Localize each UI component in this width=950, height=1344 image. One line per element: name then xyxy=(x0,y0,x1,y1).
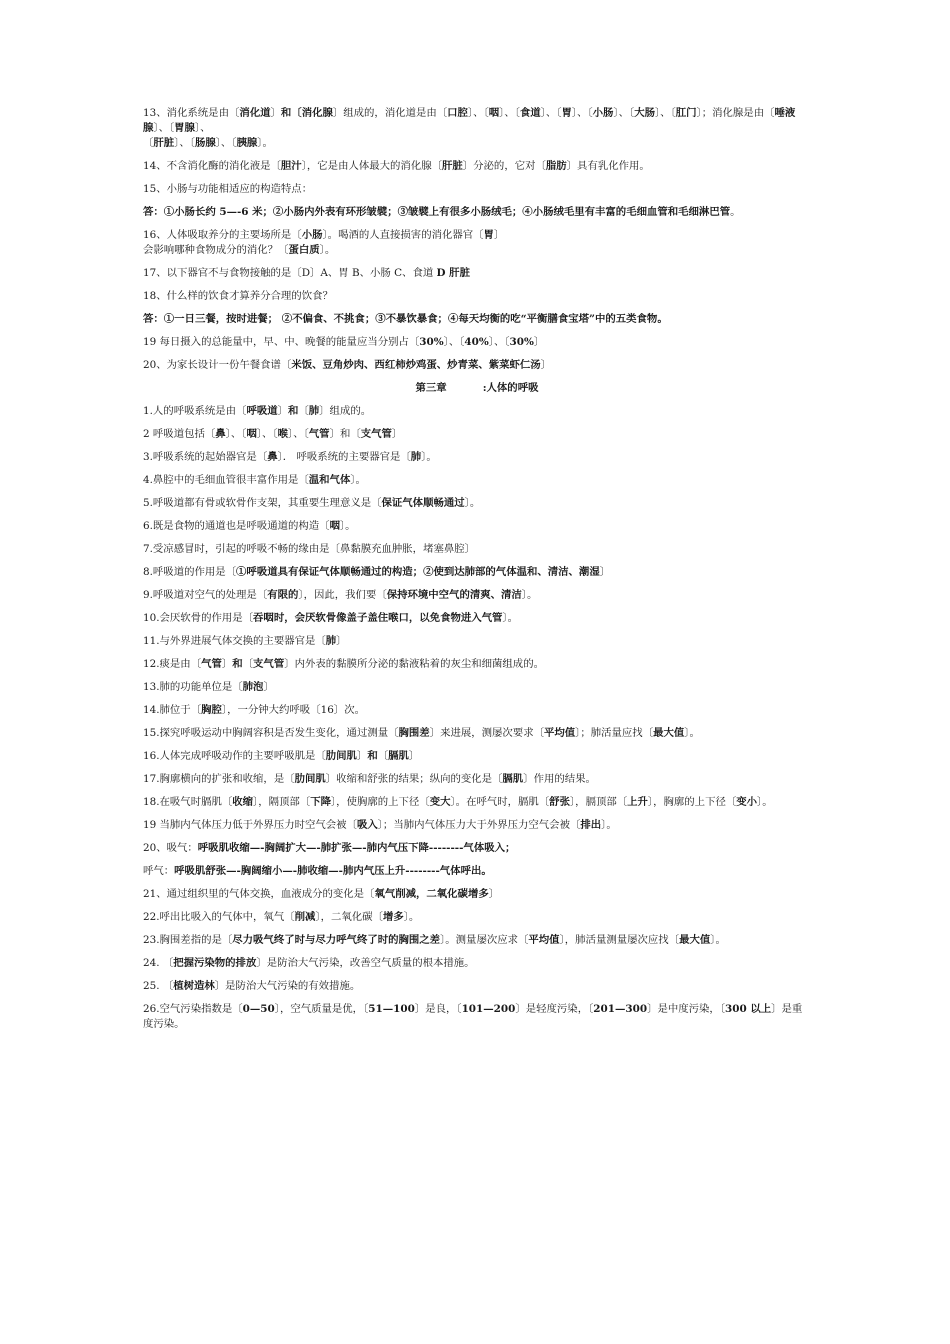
question-text: 〕；当肺内气体压力大于外界压力空气会被〔 xyxy=(377,819,581,831)
question-text: 19 每日摄入的总能量中，早、中、晚餐的能量应当分别占〔 xyxy=(143,336,420,348)
paragraph xyxy=(143,542,811,557)
answer-text: 食道 xyxy=(519,107,541,119)
answer-text: 把握污染物的排放 xyxy=(173,957,257,969)
question-text: 〔 xyxy=(377,750,389,762)
paragraph xyxy=(143,358,811,373)
answer-text: 小肠 xyxy=(301,229,323,241)
paragraph xyxy=(143,588,811,603)
answer-text: 有限的 xyxy=(267,589,299,601)
question-text: 〕；消化腺是由〔 xyxy=(696,107,775,119)
question-text: 〕，胸廓的上下径〔 xyxy=(647,796,737,808)
question-text: 〕，肺活量测量屡次应找〔 xyxy=(559,934,680,946)
paragraph xyxy=(143,910,811,925)
question-text: 〕、〔 xyxy=(288,428,309,440)
question-text: 〕是防治大气污染，改善空气质量的根本措施。 xyxy=(256,957,475,969)
question-text: 〕，膈顶部〔 xyxy=(569,796,628,808)
question-text: 〕是重度污染。 xyxy=(143,1003,803,1030)
question-text: 〕、〔 xyxy=(153,122,175,134)
answer-text: 101—200 xyxy=(461,1003,516,1015)
answer-text: 肠腺 xyxy=(194,137,216,149)
paragraph xyxy=(143,772,811,787)
paragraph xyxy=(143,335,811,350)
question-text: 4.鼻腔中的毛细血管很丰富作用是〔 xyxy=(143,474,309,486)
question-text: 〕作用的结果。 xyxy=(523,773,596,785)
answer-text: 51—100 xyxy=(368,1003,415,1015)
paragraph xyxy=(143,450,811,465)
question-text: 〕收缩和舒张的结果；纵向的变化是〔 xyxy=(325,773,503,785)
answer-text: 201—300 xyxy=(593,1003,648,1015)
answer-text: 咽 xyxy=(246,428,257,440)
respiration-section xyxy=(143,404,811,1032)
answer-text: 肺 xyxy=(410,451,422,463)
question-text: 〕具有乳化作用。 xyxy=(566,160,650,172)
question-text: 〔 xyxy=(143,137,154,149)
question-text: 〕 xyxy=(533,336,545,348)
question-text: 〕。 xyxy=(710,934,726,946)
answer-text: 保证气体顺畅通过 xyxy=(381,497,465,509)
paragraph xyxy=(143,979,811,994)
question-text: 〕。 xyxy=(757,796,773,808)
question-text: 7.受凉感冒时，引起的呼吸不畅的缘由是〔鼻黏膜充血肿胀，堵塞鼻腔〕 xyxy=(143,543,476,555)
paragraph xyxy=(143,312,811,327)
answer-text: 喉 xyxy=(277,428,288,440)
answer-text: 支气管 xyxy=(360,428,392,440)
question-text: 1.人的呼吸系统是由〔 xyxy=(143,405,247,417)
question-text: 〕 xyxy=(540,359,552,371)
answer-text: 肝脏 xyxy=(441,160,463,172)
answer-text: 和〔消化腺 xyxy=(280,107,333,119)
paragraph xyxy=(143,726,811,741)
answer-text: 胸围差 xyxy=(398,727,430,739)
question-text: 〕来进展，测屡次要求〔 xyxy=(429,727,544,739)
question-text: 〕；肺活量应找〔 xyxy=(575,727,654,739)
chapter-number: 第三章 xyxy=(415,382,447,394)
question-text: 〕 xyxy=(599,566,611,578)
question-text: 23.胸围差指的是〔 xyxy=(143,934,233,946)
answer-text: 呼吸肌收缩—-胸阔扩大—-肺扩张—-肺内气压下降--------气体吸入； xyxy=(197,842,516,854)
answer-text: 平均值 xyxy=(528,934,560,946)
paragraph xyxy=(143,956,811,971)
answer-text: 大肠 xyxy=(634,107,655,119)
question-text: 6.既是食物的通道也是呼吸通道的构造〔 xyxy=(143,520,330,532)
question-text: 〕，一分钟大约呼吸〔16〕次。 xyxy=(221,704,365,716)
paragraph xyxy=(143,496,811,511)
answer-text: 答：①一日三餐，按时进餐； ②不偏食、不挑食；③不暴饮暴食；④每天均衡的吃“平衡膳食宝塔”中的五类食物。 xyxy=(143,313,668,325)
answer-text: 舒张 xyxy=(549,796,570,808)
answer-text: 上升 xyxy=(627,796,648,808)
answer-text: 削减 xyxy=(294,911,316,923)
question-text: 〕 xyxy=(488,888,500,900)
question-text: 〕是防治大气污染的有效措施。 xyxy=(214,980,361,992)
question-text: 〕组成的。 xyxy=(319,405,372,417)
paragraph xyxy=(143,427,811,442)
question-text: 16.人体完成呼吸动作的主要呼吸肌是〔 xyxy=(143,750,326,762)
question-text: 〕。 xyxy=(350,474,366,486)
paragraph xyxy=(143,289,811,304)
paragraph xyxy=(143,182,811,197)
question-text: 14、不含消化酶的消化液是〔 xyxy=(143,160,281,172)
answer-text: 平均值 xyxy=(543,727,576,739)
answer-text: 咽 xyxy=(329,520,340,532)
question-text: 〕。 xyxy=(339,520,356,532)
question-text: 18.在吸气时膈肌〔 xyxy=(143,796,233,808)
question-text: 〕。 xyxy=(464,497,481,509)
question-text: 〕、〔 xyxy=(443,336,465,348)
answer-text: 胃 xyxy=(483,229,494,241)
question-text: 17.胸廓横向的扩张和收缩，是〔 xyxy=(143,773,295,785)
question-text: 〕、〔 xyxy=(215,137,237,149)
question-text: 〕 xyxy=(493,229,505,241)
answer-text: 温和气体 xyxy=(308,474,351,486)
answer-text: 尽力吸气终了时与尽力呼气终了时的胸围之差 xyxy=(232,934,441,946)
answer-text: 30% xyxy=(419,336,444,348)
question-text: 15、小肠与功能相适应的构造特点： xyxy=(143,183,313,195)
answer-text: 吸入 xyxy=(356,819,378,831)
answer-text: 膈肌 xyxy=(388,750,409,762)
answer-text: 肋间肌 xyxy=(325,750,357,762)
question-text: 〕． 呼吸系统的主要器官是〔 xyxy=(277,451,411,463)
paragraph xyxy=(143,228,811,243)
question-text: 〕。 xyxy=(403,911,420,923)
answer-text: 答：①小肠长约 5—-6 米；②小肠内外表有环形皱襞；③皱襞上有很多小肠绒毛；④小肠绒毛里有丰富的毛细血管和毛细淋巴管 xyxy=(143,206,731,218)
answer-text: 肺泡 xyxy=(242,681,264,693)
question-text: 12.痰是由〔 xyxy=(143,658,202,670)
answer-text: D 肝脏 xyxy=(436,267,470,279)
answer-text: 肺 xyxy=(308,405,320,417)
paragraph xyxy=(143,933,811,948)
question-text: 〕，隔顶部〔 xyxy=(253,796,311,808)
question-text: 25. 〔 xyxy=(143,980,174,992)
question-text: 〕。 xyxy=(421,451,437,463)
answer-text: 呼吸道 xyxy=(246,405,278,417)
answer-text: 植树造林 xyxy=(173,980,215,992)
answer-text: 米饭、豆角炒肉、西红柿炒鸡蛋、炒青菜、紫菜虾仁汤 xyxy=(291,359,541,371)
answer-text: ①呼吸道具有保证气体顺畅通过的构造；②使到达肺部的气体温和、清洁、潮湿 xyxy=(236,566,600,578)
question-text: 〕分泌的，它对〔 xyxy=(462,160,546,172)
answer-text: 肛门 xyxy=(675,107,697,119)
question-text: 26.空气污染指数是〔 xyxy=(143,1003,243,1015)
question-text: 〕、〔 xyxy=(654,107,676,119)
question-text: 10.会厌软骨的作用是〔 xyxy=(143,612,254,624)
question-text: 〕。 xyxy=(257,137,273,149)
question-text: 18、什么样的饮食才算养分合理的饮食？ xyxy=(143,290,333,302)
question-text: 〕是轻度污染，〔 xyxy=(515,1003,594,1015)
question-text: 〕、〔 xyxy=(499,107,520,119)
document-page xyxy=(143,106,811,1040)
question-text: 13.肺的功能单位是〔 xyxy=(143,681,243,693)
question-text: 〕，因此，我们要〔 xyxy=(298,589,387,601)
question-text: 19 当肺内气体压力低于外界压力时空气会被〔 xyxy=(143,819,357,831)
answer-text: 变大 xyxy=(429,796,451,808)
answer-text: 最大值 xyxy=(679,934,711,946)
question-text: 5.呼吸道都有骨或软骨作支架，其重要生理意义是〔 xyxy=(143,497,382,509)
answer-text: 肋间肌 xyxy=(294,773,326,785)
question-text: 〕，它是由人体最大的消化腺〔 xyxy=(301,160,442,172)
question-text: 15.探究呼吸运动中胸阔容积是否发生变化，通过测量〔 xyxy=(143,727,399,739)
question-text: 〕。测量屡次应求〔 xyxy=(440,934,529,946)
answer-text: 蛋白质 xyxy=(288,244,320,256)
question-text: 2 呼吸道包括〔 xyxy=(143,428,216,440)
question-text: 〕、 xyxy=(194,122,211,134)
answer-text: 胃 xyxy=(561,107,572,119)
question-text: 24. 〔 xyxy=(143,957,174,969)
question-text: 〕。在呼气时，膈肌〔 xyxy=(450,796,550,808)
question-text: 11.与外界进展气体交换的主要器官是〔 xyxy=(143,635,326,647)
answer-text: 吞咽时，会厌软骨像盖子盖住喉口，以免食物进入气管 xyxy=(253,612,503,624)
answer-text: 和 xyxy=(288,405,299,417)
paragraph xyxy=(143,565,811,580)
question-text: 〕。 xyxy=(601,819,617,831)
answer-text: 气管 xyxy=(308,428,330,440)
answer-text: 收缩 xyxy=(232,796,254,808)
paragraph xyxy=(143,841,811,856)
answer-text: 气管 xyxy=(201,658,222,670)
question-text: 17、以下器官不与食物接触的是〔D〕A、胃 B、小肠 C、食道 xyxy=(143,267,437,279)
paragraph xyxy=(143,795,811,810)
paragraph xyxy=(143,473,811,488)
question-text: 14.肺位于〔 xyxy=(143,704,202,716)
question-text: 〕。 xyxy=(502,612,519,624)
question-text: 〕 xyxy=(277,405,288,417)
paragraph xyxy=(143,519,811,534)
question-text: 〕、〔 xyxy=(613,107,635,119)
question-text: 〕 xyxy=(221,658,233,670)
question-text: 〕 xyxy=(263,681,274,693)
answer-text: 咽 xyxy=(488,107,500,119)
answer-text: 排出 xyxy=(580,819,602,831)
paragraph xyxy=(143,136,811,151)
question-text: 13、消化系统是由〔 xyxy=(143,107,240,119)
answer-text: 呼吸肌舒张—-胸阔缩小—-肺收缩—-肺内气压上升--------气体呼出。 xyxy=(174,865,492,877)
answer-text: 唾液腺 xyxy=(143,107,796,134)
question-text: 16、人体吸取养分的主要场所是〔 xyxy=(143,229,302,241)
question-text: 9.呼吸道对空气的处理是〔 xyxy=(143,589,268,601)
answer-text: 胆汁 xyxy=(280,160,302,172)
question-text: 〕 xyxy=(391,428,403,440)
answer-text: 保持环境中空气的清爽、清洁 xyxy=(386,589,522,601)
question-text: 〕。 xyxy=(684,727,700,739)
paragraph xyxy=(143,703,811,718)
answer-text: 膈肌 xyxy=(502,773,524,785)
paragraph xyxy=(143,243,811,258)
question-text: 8.呼吸道的作用是〔 xyxy=(143,566,237,578)
answer-text: 胃腺 xyxy=(174,122,195,134)
question-text: 〕、〔 xyxy=(571,107,593,119)
paragraph xyxy=(143,657,811,672)
paragraph xyxy=(143,1002,811,1032)
question-text: 〕、〔 xyxy=(488,336,510,348)
answer-text: 和 xyxy=(232,658,243,670)
question-text: 〕和〔 xyxy=(329,428,361,440)
paragraph xyxy=(143,159,811,174)
answer-text: 鼻 xyxy=(215,428,226,440)
paragraph xyxy=(143,266,811,281)
question-text: 〔 xyxy=(298,405,309,417)
answer-text: 0—50 xyxy=(242,1003,275,1015)
question-text: 〕，使胸廓的上下径〔 xyxy=(330,796,430,808)
question-text: 〕。 xyxy=(521,589,538,601)
chapter-heading xyxy=(143,381,811,396)
question-text: 〕。喝酒的人直接损害的消化器官〔 xyxy=(322,229,484,241)
question-text: 3.呼吸系统的起始器官是〔 xyxy=(143,451,268,463)
question-text: 〕 xyxy=(336,635,347,647)
question-text: 〕、〔 xyxy=(467,107,489,119)
question-text: 〕、〔 xyxy=(174,137,195,149)
answer-text: 肺 xyxy=(325,635,337,647)
question-text: 〕组成的，消化道是由〔 xyxy=(332,107,448,119)
question-text: 20、为家长设计一份午餐食谱〔 xyxy=(143,359,292,371)
paragraph xyxy=(143,611,811,626)
answer-text: 和 xyxy=(367,750,378,762)
question-text: 〕、〔 xyxy=(256,428,278,440)
question-text: 〔 xyxy=(242,658,254,670)
question-text: 21、通过组织里的气体交换，血液成分的变化是〔 xyxy=(143,888,375,900)
question-text: 22.呼出比吸入的气体中，氧气〔 xyxy=(143,911,295,923)
question-text: 〕，空气质量是优，〔 xyxy=(274,1003,369,1015)
answer-text: 脂肪 xyxy=(545,160,567,172)
answer-text: 胸腔 xyxy=(201,704,222,716)
question-text: 〕 xyxy=(408,750,420,762)
paragraph xyxy=(143,404,811,419)
answer-text: 氧气削减，二氧化碳增多 xyxy=(374,888,489,900)
paragraph xyxy=(143,205,811,220)
answer-text: 鼻 xyxy=(267,451,278,463)
question-text: 〕 xyxy=(270,107,281,119)
paragraph xyxy=(143,887,811,902)
question-text: 〕内外表的黏膜所分泌的黏液粘着的灰尘和细菌组成的。 xyxy=(284,658,544,670)
question-text: 呼气： xyxy=(143,865,175,877)
answer-text: 消化道 xyxy=(239,107,271,119)
answer-text: 最大值 xyxy=(653,727,685,739)
question-text: 〕是良，〔 xyxy=(414,1003,462,1015)
paragraph xyxy=(143,864,811,879)
question-text: 〕、〔 xyxy=(225,428,247,440)
question-text: 20、吸气： xyxy=(143,842,198,854)
chapter-title: :人体的呼吸 xyxy=(482,382,539,394)
question-text: 〕。 xyxy=(319,244,336,256)
question-text: 。 xyxy=(730,206,741,218)
question-text: 会影响哪种食物成分的消化？〔 xyxy=(143,244,289,256)
answer-text: 变小 xyxy=(736,796,758,808)
digestive-system-section xyxy=(143,106,811,373)
question-text: 〕、〔 xyxy=(540,107,562,119)
answer-text: 增多 xyxy=(382,911,404,923)
answer-text: 300 以上 xyxy=(725,1003,772,1015)
paragraph xyxy=(143,680,811,695)
question-text: 〕是中度污染，〔 xyxy=(647,1003,726,1015)
paragraph xyxy=(143,818,811,833)
answer-text: 小肠 xyxy=(592,107,614,119)
answer-text: 口腔 xyxy=(447,107,468,119)
answer-text: 肝脏 xyxy=(153,137,175,149)
question-text: 〕，二氧化碳〔 xyxy=(315,911,383,923)
answer-text: 支气管 xyxy=(253,658,285,670)
paragraph xyxy=(143,634,811,649)
paragraph xyxy=(143,106,811,136)
question-text: 〕 xyxy=(356,750,368,762)
answer-text: 30% xyxy=(509,336,534,348)
answer-text: 胰腺 xyxy=(236,137,258,149)
answer-text: 40% xyxy=(464,336,489,348)
answer-text: 下降 xyxy=(310,796,331,808)
paragraph xyxy=(143,749,811,764)
